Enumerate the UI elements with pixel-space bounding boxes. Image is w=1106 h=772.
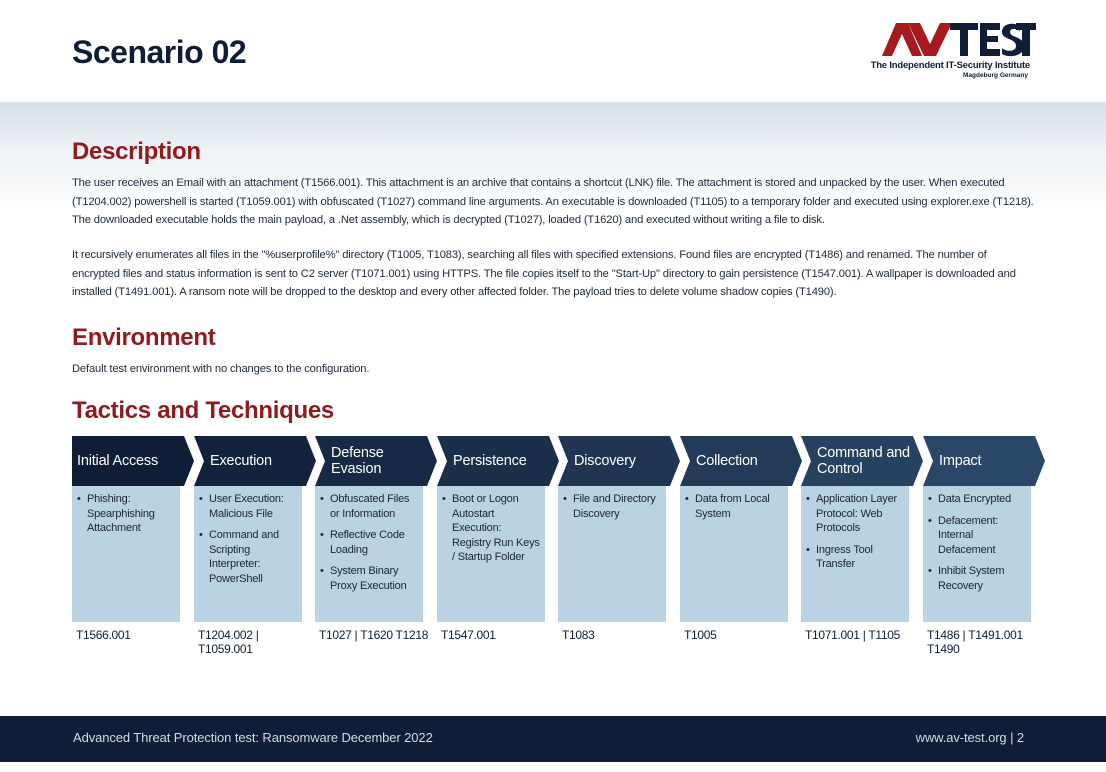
tactic-chevron xyxy=(194,436,312,486)
tactic-column xyxy=(72,436,180,666)
description-heading: Description xyxy=(72,138,201,165)
tactic-name: Discovery xyxy=(574,453,636,469)
tactic-chevron xyxy=(437,436,555,486)
technique-item: • Obfuscated Files or Information xyxy=(320,492,419,521)
page-title: Scenario 02 xyxy=(72,34,247,70)
page-footer xyxy=(0,716,1106,762)
technique-item: • Phishing: Spearphishing Attachment xyxy=(77,492,176,536)
page-header xyxy=(0,0,1106,102)
techniques-box xyxy=(315,486,423,622)
tactic-column xyxy=(801,436,909,666)
technique-item: • Inhibit System Recovery xyxy=(928,564,1027,593)
footer-website-page: www.av-test.org | 2 xyxy=(915,730,1024,745)
tactic-column xyxy=(680,436,788,666)
tactics-grid xyxy=(72,436,1037,666)
environment-heading: Environment xyxy=(72,324,216,351)
tactic-name: Initial Access xyxy=(77,453,159,469)
technique-ids: T1083 xyxy=(562,628,595,642)
technique-ids: T1027 | T1620 T1218 xyxy=(319,628,429,642)
technique-item: • Boot or Logon Autostart Execution: Registry Run Keys / Startup Folder xyxy=(442,492,541,565)
tactic-column xyxy=(558,436,666,666)
techniques-list xyxy=(72,486,180,536)
techniques-box xyxy=(558,486,666,622)
technique-item: • Data Encrypted xyxy=(928,492,1027,507)
technique-ids: T1005 xyxy=(684,628,717,642)
technique-item: • Ingress Tool Transfer xyxy=(806,543,905,572)
av-test-logo-mark xyxy=(880,22,1036,58)
technique-ids: T1486 | T1491.001 T1490 xyxy=(927,628,1023,656)
techniques-list xyxy=(680,486,788,521)
tactic-name: Collection xyxy=(696,453,758,469)
tactic-chevron xyxy=(315,436,433,486)
techniques-list xyxy=(315,486,423,593)
tactic-column xyxy=(194,436,302,666)
bottom-strip xyxy=(0,762,1106,772)
tactic-name: Defense Evasion xyxy=(331,445,384,477)
techniques-box xyxy=(680,486,788,622)
tactic-column xyxy=(437,436,545,666)
techniques-list xyxy=(558,486,666,521)
tactic-chevron xyxy=(680,436,798,486)
logo-tagline: The Independent IT-Security Institute xyxy=(870,60,1030,71)
technique-item: • User Execution: Malicious File xyxy=(199,492,298,521)
technique-item: • File and Directory Discovery xyxy=(563,492,662,521)
tactic-name: Persistence xyxy=(453,453,527,469)
technique-ids: T1547.001 xyxy=(441,628,496,642)
technique-item: • Defacement: Internal Defacement xyxy=(928,514,1027,558)
tactic-column xyxy=(923,436,1031,666)
technique-item: • System Binary Proxy Execution xyxy=(320,564,419,593)
techniques-box xyxy=(437,486,545,622)
tactic-chevron xyxy=(801,436,919,486)
tactics-heading: Tactics and Techniques xyxy=(72,397,334,424)
techniques-box xyxy=(194,486,302,622)
techniques-box xyxy=(923,486,1031,622)
techniques-box xyxy=(801,486,909,622)
tactic-chevron xyxy=(558,436,676,486)
footer-report-title: Advanced Threat Protection test: Ransomware December 2022 xyxy=(73,730,433,745)
description-paragraph-2: It recursively enumerates all files in the "%userprofile%" directory (T1005, T1083), searching all files with specified extensions. Found files are encrypted (T1486) and renamed. The number of encrypted files and status information is sent to C2 server (T1071.001) using HTTPS. The file copies itself to the "Start-Up" directory to gain persistence (T1547.001). A wallpaper is downloaded and installed (T1491.001). A ransom note will be dropped to the desktop and every other affected folder. The payload tries to delete volume shadow copies (T1490). xyxy=(72,249,1016,298)
description-paragraph-1: The user receives an Email with an attachment (T1566.001). This attachment is an archive that contains a shortcut (LNK) file. The attachment is stored and unpacked by the user. When executed (T1204.002) powershell is started (T1059.001) with obfuscated (T1027) command line arguments. An executable is downloaded (T1105) to a temporary folder and executed using explorer.exe (T1218). The downloaded executable holds the main payload, a .Net assembly, which is decrypted (T1027), loaded (T1620) and executed without writing a file to disk. xyxy=(72,177,1034,226)
techniques-list xyxy=(801,486,909,572)
tactic-chevron xyxy=(923,436,1041,486)
technique-ids: T1566.001 xyxy=(76,628,131,642)
technique-item: • Command and Scripting Interpreter: PowerShell xyxy=(199,528,298,586)
logo-location: Magdeburg Germany xyxy=(962,72,1028,79)
tactic-name: Execution xyxy=(210,453,272,469)
technique-ids: T1204.002 | T1059.001 xyxy=(198,628,259,656)
tactic-name: Command and Control xyxy=(817,445,910,477)
techniques-list xyxy=(437,486,545,565)
tactic-column xyxy=(315,436,429,666)
technique-item: • Reflective Code Loading xyxy=(320,528,419,557)
techniques-list xyxy=(923,486,1031,593)
av-test-logo xyxy=(870,22,1036,82)
tactic-name: Impact xyxy=(939,453,982,469)
tactic-chevron xyxy=(72,436,190,486)
technique-ids: T1071.001 | T1105 xyxy=(805,628,900,642)
technique-item: • Application Layer Protocol: Web Protocols xyxy=(806,492,905,536)
techniques-list xyxy=(194,486,302,586)
technique-item: • Data from Local System xyxy=(685,492,784,521)
environment-text: Default test environment with no changes to the configuration. xyxy=(72,363,370,375)
techniques-box xyxy=(72,486,180,622)
